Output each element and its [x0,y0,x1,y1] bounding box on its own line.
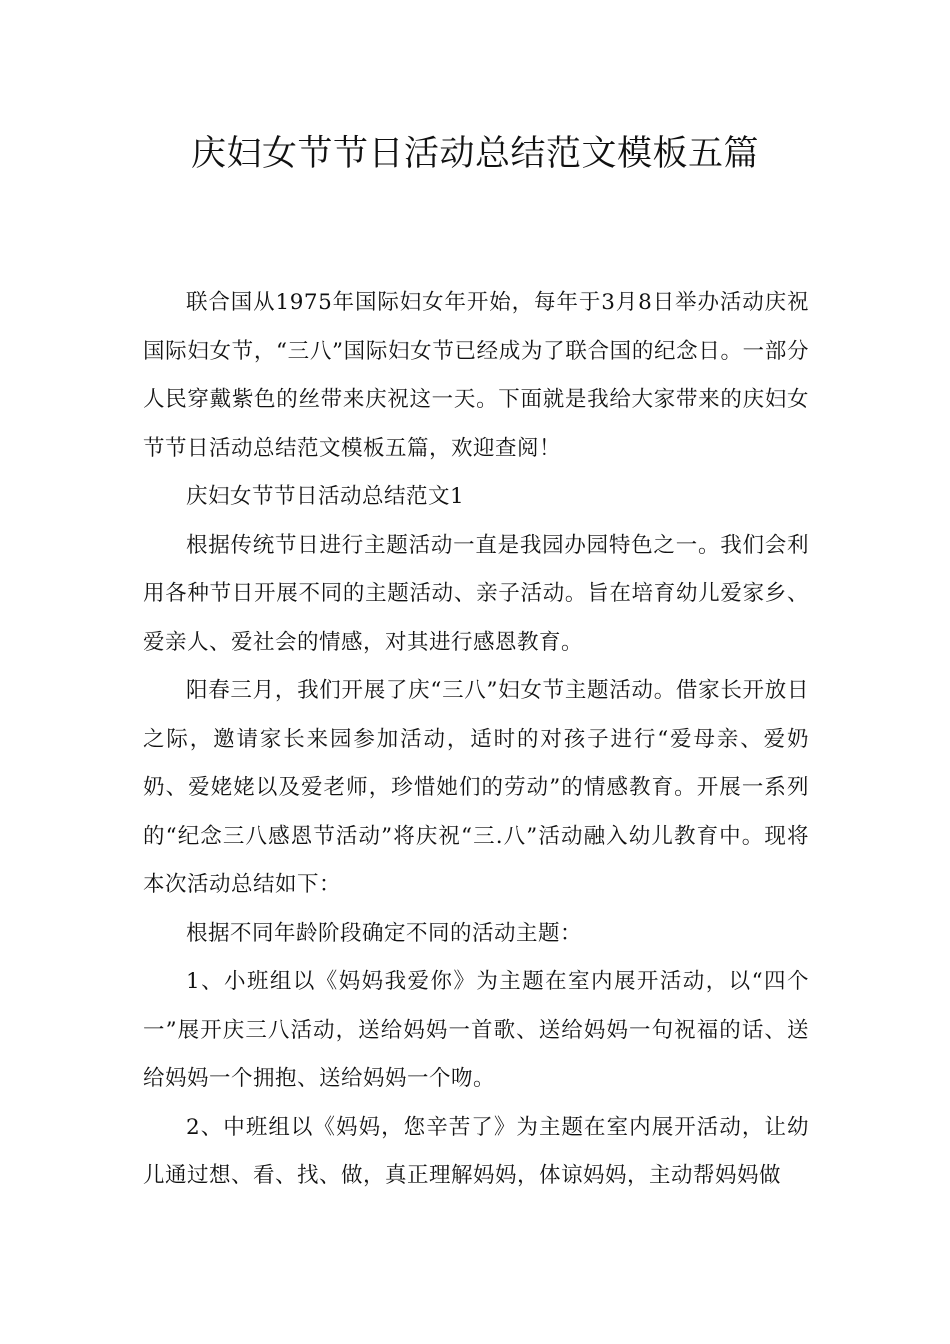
document-body [143,279,809,1201]
list-paragraph: 2、中班组以《妈妈，您辛苦了》为主题在室内展开活动，让幼儿通过想、看、找、做，真正理解妈妈，体谅妈妈，主动帮妈妈做 [143,1114,809,1188]
body-paragraph: 根据不同年龄阶段确定不同的活动主题： [186,920,583,946]
section-heading: 庆妇女节节日活动总结范文1 [186,484,465,509]
list-paragraph: 1、小班组以《妈妈我爱你》为主题在室内展开活动，以“四个一”展开庆三八活动，送给妈妈一首歌、送给妈妈一句祝福的话、送给妈妈一个拥抱、送给妈妈一个吻。 [143,969,809,1091]
intro-paragraph: 联合国从1975年国际妇女年开始，每年于3月8日举办活动庆祝国际妇女节，“三八”国际妇女节已经成为了联合国的纪念日。一部分人民穿戴紫色的丝带来庆祝这一天。下面就是我给大家带来的庆妇女节节日活动总结范文模板五篇，欢迎查阅！ [143,290,809,461]
body-paragraph: 阳春三月，我们开展了庆“三八”妇女节主题活动。借家长开放日之际，邀请家长来园参加活动，适时的对孩子进行“爱母亲、爱奶奶、爱姥姥以及爱老师，珍惜她们的劳动”的情感教育。开展一系列的“纪念三八感恩节活动”将庆祝“三.八”活动融入幼儿教育中。现将本次活动总结如下： [143,678,809,897]
document-title: 庆妇女节节日活动总结范文模板五篇 [190,134,759,174]
body-paragraph: 根据传统节日进行主题活动一直是我园办园特色之一。我们会利用各种节日开展不同的主题活动、亲子活动。旨在培育幼儿爱家乡、爱亲人、爱社会的情感，对其进行感恩教育。 [143,532,809,655]
